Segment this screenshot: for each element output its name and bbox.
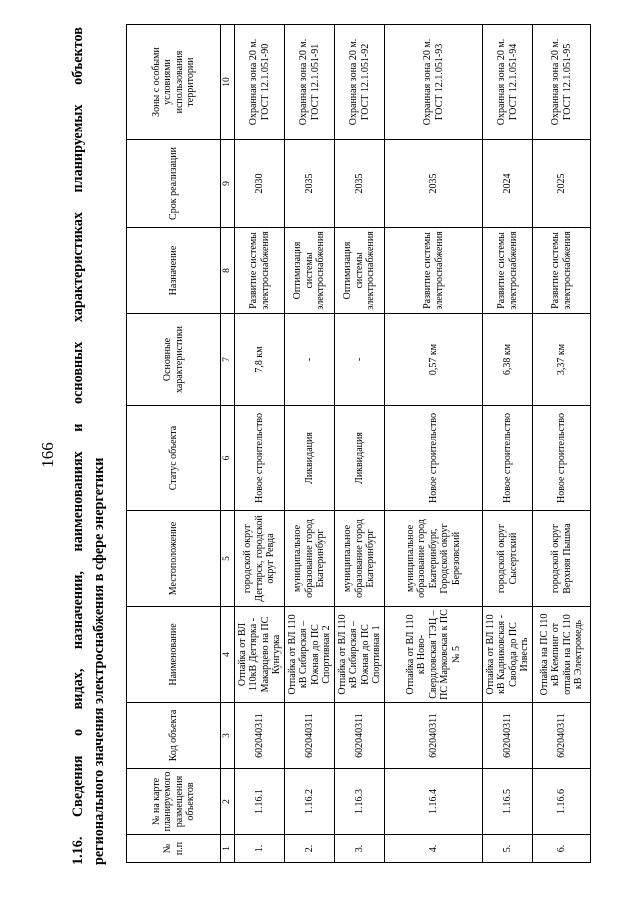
object-status: Ликвидация <box>335 406 385 511</box>
column-number-row <box>221 25 235 863</box>
special-zones: Охранная зона 20 м. ГОСТ 12.1.051-92 <box>335 25 385 140</box>
special-zones: Охранная зона 20 м. ГОСТ 12.1.051-95 <box>533 25 591 140</box>
column-number: 10 <box>221 25 235 140</box>
implementation-term: 2035 <box>285 140 335 228</box>
special-zones: Охранная зона 20 м. ГОСТ 12.1.051-93 <box>385 25 483 140</box>
table-header-row <box>127 25 221 863</box>
heading-word: и <box>70 423 86 432</box>
implementation-term: 2035 <box>385 140 483 228</box>
object-name: Отпайка от ВЛ 110 кВ Кадниковская - Свобода до ПС Известь <box>483 607 533 703</box>
implementation-term: 2024 <box>483 140 533 228</box>
map-number: 1.16.1 <box>235 769 285 835</box>
object-code: 602040311 <box>235 703 285 769</box>
object-location: муниципальное образование город Екатеринбург <box>335 511 385 607</box>
object-status: Новое строительство <box>235 406 285 511</box>
header-cell: Местоположение <box>127 511 221 607</box>
row-number: 2. <box>285 835 335 863</box>
heading-line-1 <box>68 27 89 865</box>
column-number: 2 <box>221 769 235 835</box>
header-cell: Зоны с особыми условиями использования территории <box>127 25 221 140</box>
column-number: 3 <box>221 703 235 769</box>
heading-line-2: регионального значения электроснабжения в сфере энергетики <box>91 457 107 865</box>
object-code: 602040311 <box>385 703 483 769</box>
column-number: 6 <box>221 406 235 511</box>
object-name: Отпайка от ВЛ 110 кВ Сибирская – Южная до ПС Спортивная 1 <box>335 607 385 703</box>
header-cell: № п.п <box>127 835 221 863</box>
special-zones: Охранная зона 20 м. ГОСТ 12.1.051-91 <box>285 25 335 140</box>
heading-word: видах, <box>70 668 86 710</box>
row-number: 6. <box>533 835 591 863</box>
header-cell: Наименование <box>127 607 221 703</box>
object-location: городской округ Верхняя Пышма <box>533 511 591 607</box>
object-location: муниципальное образование город Екатеринбург <box>285 511 335 607</box>
row-number: 1. <box>235 835 285 863</box>
object-purpose: Развитие системы электроснабжения <box>235 228 285 314</box>
object-code: 602040311 <box>335 703 385 769</box>
column-number: 4 <box>221 607 235 703</box>
object-purpose: Развитие системы электроснабжения <box>533 228 591 314</box>
heading-word: о <box>70 728 86 736</box>
map-number: 1.16.3 <box>335 769 385 835</box>
implementation-term: 2030 <box>235 140 285 228</box>
column-number: 1 <box>221 835 235 863</box>
page-number: 166 <box>38 442 57 468</box>
object-location: муниципальное образование город Екатеринбург, Городской округ Березовский <box>385 511 483 607</box>
table-row <box>385 25 483 863</box>
object-characteristics: - <box>285 314 335 406</box>
object-purpose: Развитие системы электроснабжения <box>483 228 533 314</box>
header-cell: Статус объекта <box>127 406 221 511</box>
object-status: Ликвидация <box>285 406 335 511</box>
object-name: Отпайка от ВЛ 110 кВ Ново-Свердловская ТЭЦ – ПС Марковская к ПС № 5 <box>385 607 483 703</box>
table-row <box>235 25 285 863</box>
heading-word: наименованиях <box>70 451 86 552</box>
map-number: 1.16.2 <box>285 769 335 835</box>
column-number: 9 <box>221 140 235 228</box>
heading-word: 1.16. <box>70 836 86 865</box>
objects-table <box>126 24 591 863</box>
object-location: городской округ Сысертский <box>483 511 533 607</box>
header-cell: Основные характеристики <box>127 314 221 406</box>
object-characteristics: - <box>335 314 385 406</box>
column-number: 8 <box>221 228 235 314</box>
header-cell: Код объекта <box>127 703 221 769</box>
object-status: Новое строительство <box>385 406 483 511</box>
object-characteristics: 3,37 км <box>533 314 591 406</box>
object-code: 602040311 <box>483 703 533 769</box>
object-name: Отпайка от ВЛ 110 кВ Сибирская – Южная до ПС Спортивная 2 <box>285 607 335 703</box>
heading-word: Сведения <box>70 755 86 818</box>
object-characteristics: 0,57 км <box>385 314 483 406</box>
object-code: 602040311 <box>285 703 335 769</box>
object-status: Новое строительство <box>533 406 591 511</box>
object-purpose: Развитие системы электроснабжения <box>385 228 483 314</box>
object-purpose: Оптимизация системы электроснабжения <box>285 228 335 314</box>
object-location: городской округ Дегтярск, городской округ Ревда <box>235 511 285 607</box>
row-number: 4. <box>385 835 483 863</box>
heading-word: основных <box>70 341 86 404</box>
heading-word: характеристиках <box>70 212 86 323</box>
special-zones: Охранная зона 20 м. ГОСТ 12.1.051-90 <box>235 25 285 140</box>
table-row <box>335 25 385 863</box>
object-code: 602040311 <box>533 703 591 769</box>
map-number: 1.16.4 <box>385 769 483 835</box>
section-heading <box>68 27 110 865</box>
heading-word: назначении, <box>70 571 86 650</box>
map-number: 1.16.5 <box>483 769 533 835</box>
table-row <box>483 25 533 863</box>
object-purpose: Оптимизация системы электроснабжения <box>335 228 385 314</box>
header-cell: Назначение <box>127 228 221 314</box>
implementation-term: 2035 <box>335 140 385 228</box>
object-status: Новое строительство <box>483 406 533 511</box>
map-number: 1.16.6 <box>533 769 591 835</box>
column-number: 7 <box>221 314 235 406</box>
table-row <box>533 25 591 863</box>
implementation-term: 2025 <box>533 140 591 228</box>
object-name: Отпайка на ПС 110 кВ Кемпинг от отпайки на ПС 110 кВ Электромедь <box>533 607 591 703</box>
heading-word: объектов <box>70 27 86 85</box>
column-number: 5 <box>221 511 235 607</box>
header-cell: Срок реализации <box>127 140 221 228</box>
header-cell: № на карте планируемого размещения объектов <box>127 769 221 835</box>
row-number: 3. <box>335 835 385 863</box>
heading-word: планируемых <box>70 104 86 193</box>
object-characteristics: 7,8 км <box>235 314 285 406</box>
special-zones: Охранная зона 20 м. ГОСТ 12.1.051-94 <box>483 25 533 140</box>
object-name: Отпайка от ВЛ 110кВ Дегтярка - Макарцево на ПС Кунгурка <box>235 607 285 703</box>
object-characteristics: 6,38 км <box>483 314 533 406</box>
row-number: 5. <box>483 835 533 863</box>
table-row <box>285 25 335 863</box>
